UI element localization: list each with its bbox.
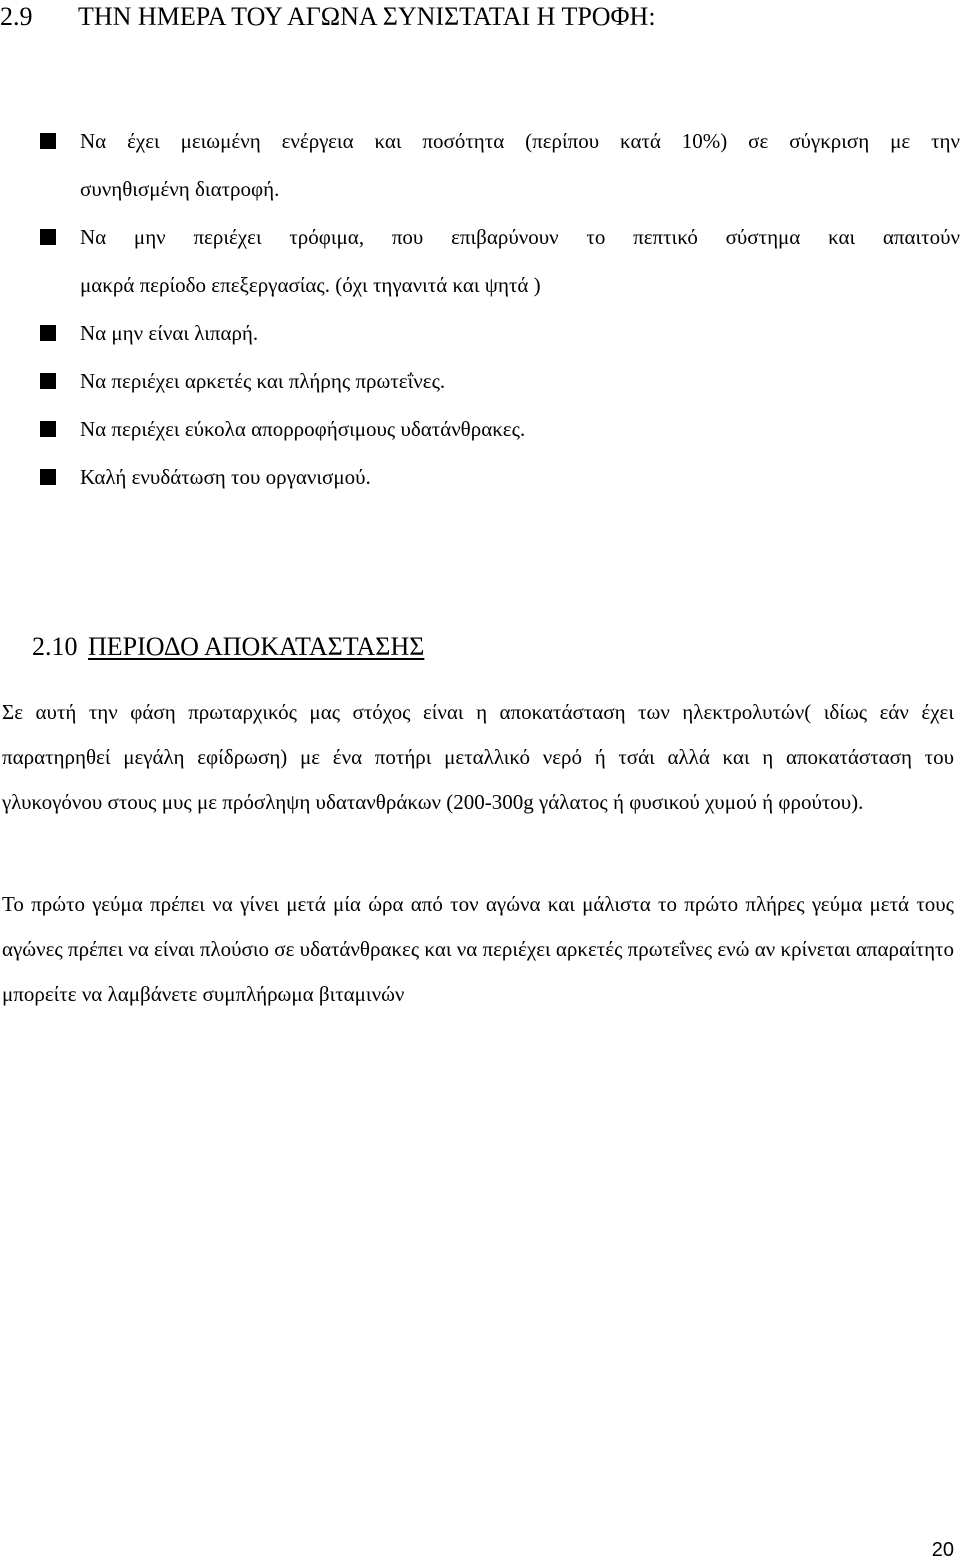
list-item-text: Να έχει μειωμένη ενέργεια και ποσότητα (περίπου κατά 10%) σε σύγκριση με την — [80, 129, 960, 153]
section-title: ΤΗΝ ΗΜΕΡΑ ΤΟΥ ΑΓΩΝΑ ΣΥΝΙΣΤΑΤΑΙ Η ΤΡΟΦΗ: — [78, 2, 656, 31]
section-number: 2.10 — [32, 632, 78, 661]
body-paragraph: Σε αυτή την φάση πρωταρχικός μας στόχος είναι η αποκατάσταση των ηλεκτρολυτών( ιδίως εάν έχει παρατηρηθεί μεγάλη εφίδρωση) με ένα ποτήρι μεταλλικό νερό ή τσάι αλλά και η αποκατάσταση του γλυκογόνου στους μυς με πρόσληψη υδατανθράκων (200-300g γάλατος ή φυσικού χυμού ή φρούτου). — [2, 700, 954, 814]
square-bullet-icon — [40, 421, 56, 437]
page-number: 20 — [931, 1539, 954, 1561]
list-item — [40, 357, 960, 405]
body-paragraph: Το πρώτο γεύμα πρέπει να γίνει μετά μία ώρα από τον αγώνα και μάλιστα το πρώτο πλήρες γεύμα μετά τους αγώνες πρέπει να είναι πλούσιο σε υδατάνθρακες και να περιέχει αρκετές πρωτεΐνες ενώ αν κρίνεται απαραίτητο μπορείτε να λαμβάνετε συμπλήρωμα βιταμινών — [2, 892, 954, 1006]
square-bullet-icon — [40, 229, 56, 245]
list-item-text: Να μην περιέχει τρόφιμα, που επιβαρύνουν το πεπτικό σύστημα και απαιτούν — [80, 225, 960, 249]
section-heading — [0, 2, 656, 32]
list-item — [40, 453, 960, 501]
list-item — [40, 213, 960, 309]
list-item-text-continued: συνηθισμένη διατροφή. — [80, 177, 280, 201]
section-title: ΠΕΡΙΟΔΟ ΑΠΟΚΑΤΑΣΤΑΣΗΣ — [88, 632, 425, 661]
square-bullet-icon — [40, 133, 56, 149]
list-item — [40, 405, 960, 453]
list-item-text: Καλή ενυδάτωση του οργανισμού. — [80, 465, 371, 489]
bullet-list — [40, 117, 960, 501]
section-heading — [32, 632, 424, 662]
square-bullet-icon — [40, 325, 56, 341]
list-item — [40, 309, 960, 357]
list-item-text-continued: μακρά περίοδο επεξεργασίας. (όχι τηγανιτά και ψητά ) — [80, 273, 541, 297]
square-bullet-icon — [40, 469, 56, 485]
list-item-text: Να μην είναι λιπαρή. — [80, 321, 259, 345]
list-item-text: Να περιέχει εύκολα απορροφήσιμους υδατάνθρακες. — [80, 417, 526, 441]
list-item-text: Να περιέχει αρκετές και πλήρης πρωτεΐνες. — [80, 369, 446, 393]
list-item — [40, 117, 960, 213]
square-bullet-icon — [40, 373, 56, 389]
section-number: 2.9 — [0, 2, 33, 31]
